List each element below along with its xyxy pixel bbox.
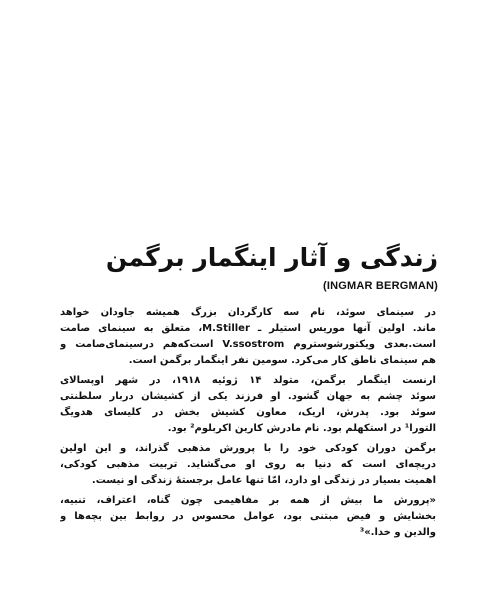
text-line: اهمیت بسیار در زندگی او دارد، امّا تنها عامل برجستهٔ زندگی او نیست. xyxy=(91,475,436,486)
text-line: «پرورش ما بیش از همه بر مفاهیمی چون گناه، اعتراف، تنبیه، xyxy=(60,495,436,506)
chapter-subheading: (INGMAR BERGMAN) xyxy=(322,280,438,292)
body-text xyxy=(60,305,436,541)
paragraph-4 xyxy=(60,493,436,541)
paragraph-2 xyxy=(60,373,436,437)
text-line: والدین و خدا.»³ xyxy=(359,527,436,538)
text-line: هم سینمای ناطق کار می‌کرد. سومین نفر اینگمار برگمن است. xyxy=(128,355,436,366)
text-line: است.بعدی ویکتورشوستروم V.ssostrom است‌که‌هم درسینمای‌صامت و xyxy=(60,339,436,350)
text-line: دریچه‌ای است که دنیا به روی او می‌گشاید. تربیت مذهبی کودکی، xyxy=(60,459,436,470)
paragraph-1 xyxy=(60,305,436,369)
text-line: سوئد چشم به جهان گشود. او فرزند یکی از کشیشان دربار سلطنتی xyxy=(60,391,436,402)
text-line: سوئد بود. پدرش، اریک، معاون کشیش بخش در کلیسای هدویگ xyxy=(60,407,436,418)
text-line: در سینمای سوئد، نام سه کارگردان بزرگ همیشه جاودان خواهد xyxy=(60,307,436,318)
chapter-heading: زندگی و آثار اینگمار برگمن xyxy=(105,243,438,272)
text-line: ماند. اولین آنها موریس استیلر ـ M.Stiller، متعلق به سینمای صامت xyxy=(60,323,436,334)
text-line: ارنست اینگمار برگمن، متولد ۱۴ ژوئیه ۱۹۱۸، در شهر اوپسالای xyxy=(60,375,436,386)
text-line: برگمن دوران کودکی خود را با پرورش مذهبی گذراند، و این اولین xyxy=(60,443,436,454)
text-line: بخشایش و فیض مبتنی بود، عوامل محسوس در روابط بین بچه‌ها و xyxy=(60,511,436,522)
paragraph-3 xyxy=(60,441,436,489)
text-line: التورا¹ در استکهلم بود. نام مادرش کارین اکربلوم² بود. xyxy=(167,423,436,434)
